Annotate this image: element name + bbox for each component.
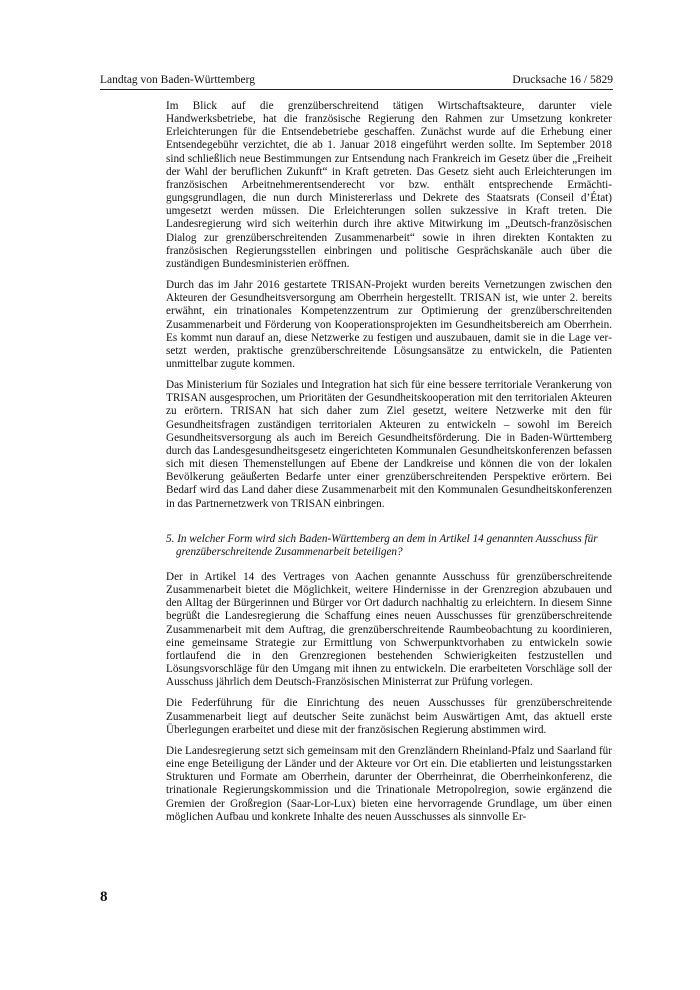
- header-publisher: Landtag von Baden-Württemberg: [100, 74, 255, 86]
- paragraph: Durch das im Jahr 2016 gestartete TRISAN-Projekt wurden bereits Vernetzungen zwischen den Akteuren der Gesundheitsversorgung am Oberrhein hergestellt. TRISAN ist, wie unter 2. bereits erwähnt, ein trinationales Kompetenzzentrum zur Optimierung der grenzüberschreitenden Zusammenarbeit und Förderung von Kooperationsprojekten im Gesundheitsbereich am Oberrhein. Es kommt nun darauf an, diese Netzwerke zu festigen und auszubauen, damit sie in die Lage versetzt werden, praktische grenzüberschreitende Lösungsansätze zu entwickeln, die Patienten unmittelbar zugute kommen.: [166, 279, 612, 370]
- header-rule: [100, 89, 613, 90]
- paragraph: Im Blick auf die grenzüberschreitend tätigen Wirtschaftsakteure, darunter viele Handwerksbetriebe, hat die französische Regierung den Rahmen zur Umsetzung konkreter Erleichterungen für die Entsendebetriebe geschaffen. Zunächst wurde auf die Erhebung einer Entsendegebühr verzichtet, die ab 1. Januar 2018 eingeführt werden sollte. Im September 2018 sind schließlich neue Bestimmungen zur Entsendung nach Frankreich im Gesetz über die „Freiheit der Wahl der beruflichen Zukunft“ in Kraft getreten. Das Gesetz sieht auch Erleichterungen im französischen Arbeitnehmerentsenderecht vor bzw. enthält entsprechende Ermächtigungsgrundlagen, die nun durch Ministererlass und Dekrete des Staatsrats (Conseil d’État) umgesetzt werden müssen. Die Erleichterungen sollen sukzessive in Kraft treten. Die Landesregierung wird sich weiterhin durch ihre aktive Mitwirkung im „Deutsch-französischen Dialog zur grenzüberschreitenden Zusammenarbeit“ sowie in ihren direkten Kontakten zu französischen Regierungsstellen einbringen und politische Gesprächskanäle auch über die zuständigen Bundesministerien eröffnen.: [166, 100, 612, 270]
- header-document-number: Drucksache 16 / 5829: [512, 74, 613, 86]
- page-number: 8: [100, 889, 108, 905]
- paragraph: Das Ministerium für Soziales und Integration hat sich für eine bessere territoriale Verankerung von TRISAN ausgesprochen, um Prioritäten der Gesundheitskooperation mit den territorialen Akteuren zu erörtern. TRISAN hat sich daher zum Ziel gesetzt, weitere Netzwerke mit den für Gesundheitsfragen zuständigen territorialen Akteuren zu entwickeln – sowohl im Bereich Gesundheitsversorgung als auch im Bereich Gesundheitsförderung. Die in Baden-Württemberg durch das Landesgesundheitsgesetz eingerichteten Kommunalen Gesundheitskonferenzen befassen sich mit diesen Themenstellungen auf Ebene der Landkreise und können die von der lokalen Bevölkerung geäußerten Bedarfe unter einer grenzüberschreitenden Perspektive erörtern. Bei Bedarf wird das Land daher diese Zusammenarbeit mit den Kommunalen Gesundheitskonferenzen in das Partnernetzwerk von TRISAN einbringen.: [166, 379, 612, 510]
- question-5: 5. In welcher Form wird sich Baden-Württemberg an dem in Artikel 14 genannten Ausschuss für grenzüberschreitende Zusammenarbeit beteiligen?: [166, 532, 598, 558]
- document-body: [166, 100, 612, 832]
- answer-paragraph: Der in Artikel 14 des Vertrages von Aachen genannte Ausschuss für grenzüberschreitende Zusammenarbeit bietet die Möglichkeit, weitere Hindernisse in der Grenzregion abzubauen und den Alltag der Bürgerinnen und Bürger vor Ort dadurch nachhaltig zu erleichtern. In diesem Sinne begrüßt die Landesregierung die Schaffung eines neuen Ausschusses für grenzüberschreitende Zusammenarbeit mit dem Auftrag, die grenzüberschreitende Raumbeobachtung zu koordinieren, eine gemeinsame Strategie zur Ermittlung von Schwerpunktvorhaben zu entwickeln sowie fortlaufend die in den Grenzregionen bestehenden Schwierigkeiten festzustellen und Lösungsvorschläge für den Umgang mit ihnen zu entwickeln. Die erarbeiteten Vorschläge soll der Ausschuss jährlich dem Deutsch-Französischen Ministerrat zur Prüfung vorlegen.: [166, 571, 612, 689]
- answer-paragraph: Die Federführung für die Einrichtung des neuen Ausschusses für grenzüberschreitende Zusammenarbeit liegt auf deutscher Seite zunächst beim Auswärtigen Amt, das aktuell erste Überlegungen erarbeitet und diese mit der französischen Regierung abstimmen wird.: [166, 697, 612, 736]
- answer-paragraph: Die Landesregierung setzt sich gemeinsam mit den Grenzländern Rheinland-Pfalz und Saarland für eine enge Beteiligung der Länder und der Akteure vor Ort ein. Die etablierten und leistungsstarken Strukturen und Formate am Oberrhein, darunter der Oberrheinrat, die Oberrheinkonferenz, die trinationale Regierungskommission und die Trinationale Metropolregion, sowie ergänzend die Gremien der Großregion (Saar-Lor-Lux) bieten eine hervorragende Grundlage, um über einen möglichen Aufbau und konkrete Inhalte des neuen Ausschusses als sinnvolle Er-: [166, 744, 612, 823]
